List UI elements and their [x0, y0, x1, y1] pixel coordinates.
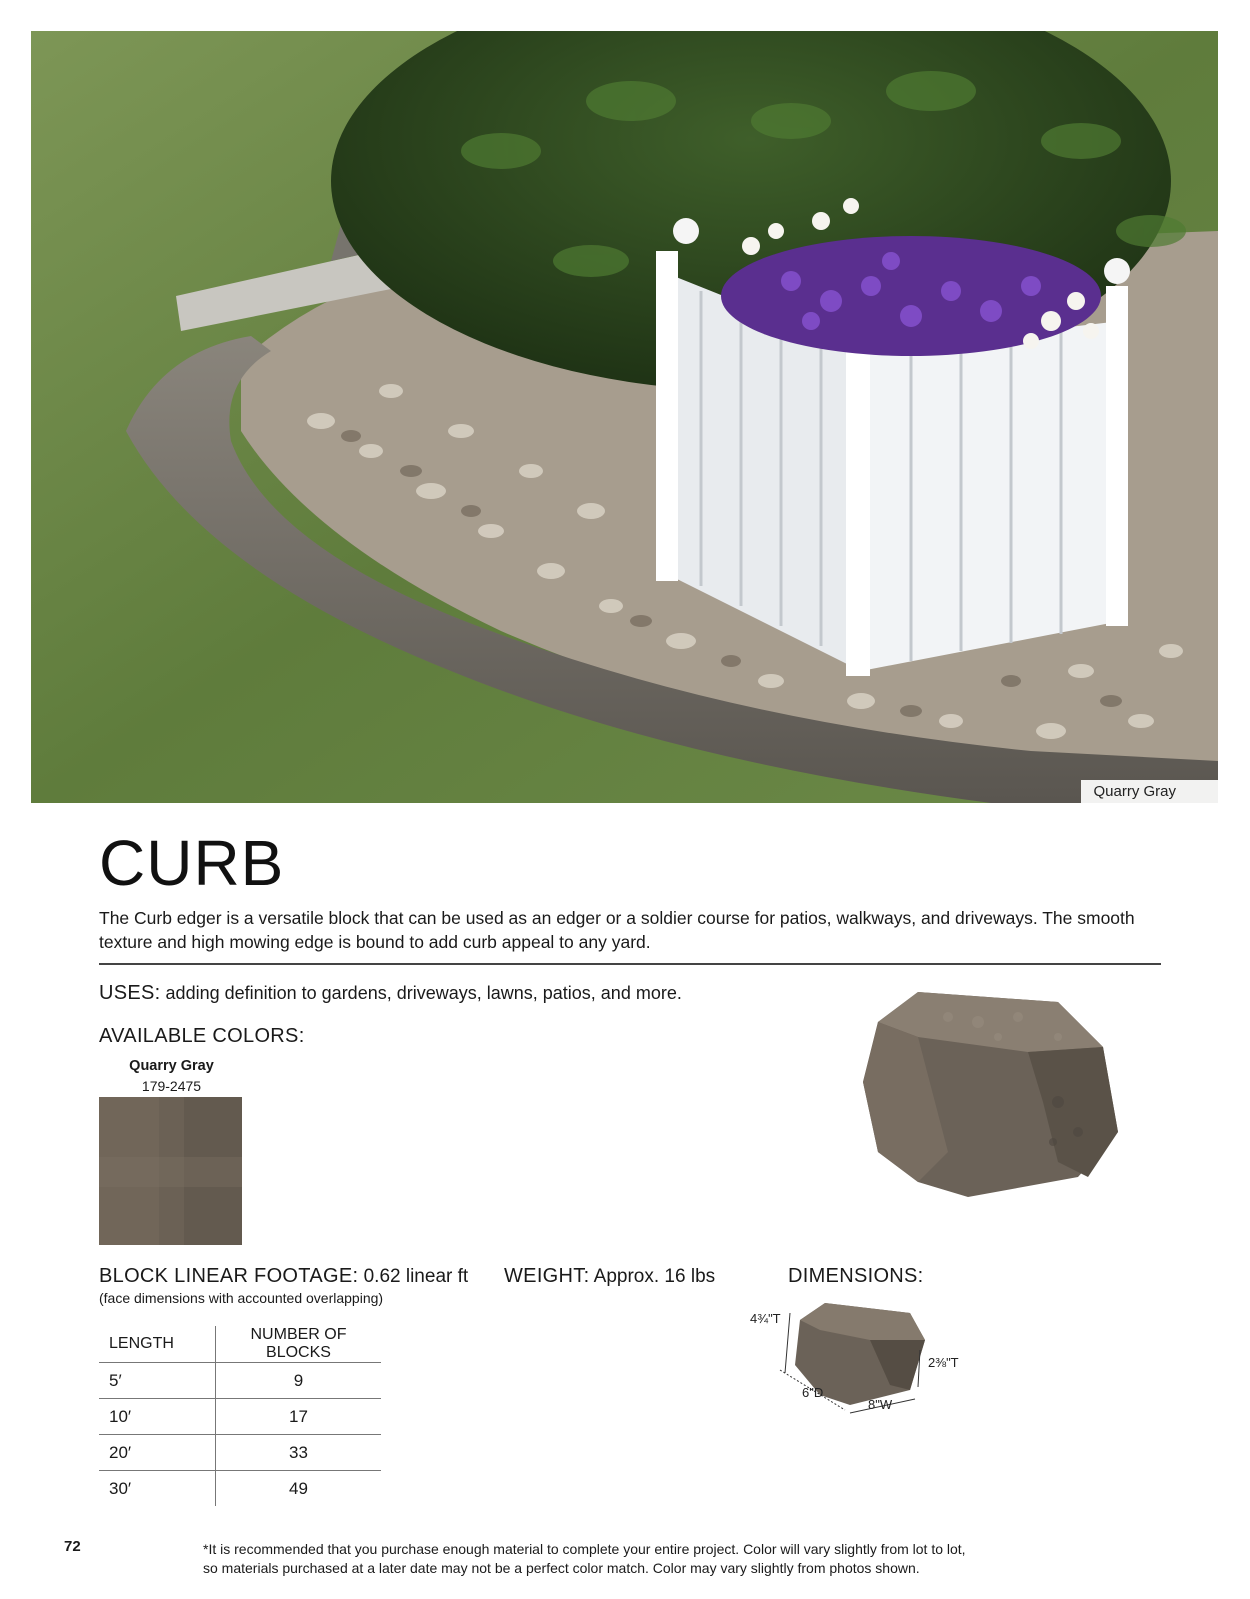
- length-cell: 30′: [99, 1471, 216, 1507]
- page-number: 72: [64, 1538, 81, 1555]
- linear-footage: [99, 1265, 468, 1288]
- color-code: 179-2475: [141, 1078, 202, 1094]
- footnote: [203, 1540, 1103, 1578]
- table-header-length: LENGTH: [109, 1335, 174, 1352]
- photo-caption: Quarry Gray: [1081, 780, 1218, 803]
- weight: [504, 1265, 715, 1288]
- product-description: The Curb edger is a versatile block that can be used as an edger or a soldier course for patios, walkways, and driveways. The smooth texture and high mowing edge is bound to add curb appeal to any yard.: [99, 908, 1135, 952]
- dimension-width: 8"W: [868, 1397, 893, 1412]
- blocks-cell: 17: [216, 1399, 382, 1435]
- divider: [99, 963, 1161, 965]
- table-row: [99, 1399, 381, 1435]
- length-cell: 20′: [99, 1435, 216, 1471]
- table-header-blocks: NUMBER OF BLOCKS: [216, 1326, 382, 1363]
- blocks-cell: 49: [216, 1471, 382, 1507]
- footnote-line-1: *It is recommended that you purchase enough material to complete your entire project. Color will vary slightly from lot to lot,: [203, 1541, 966, 1557]
- product-image: [858, 992, 1128, 1222]
- weight-label: WEIGHT:: [504, 1265, 590, 1287]
- linear-footage-label: BLOCK LINEAR FOOTAGE:: [99, 1265, 359, 1287]
- blocks-cell: 9: [216, 1363, 382, 1399]
- weight-value: Approx. 16 lbs: [593, 1266, 716, 1287]
- hero-photo: [31, 31, 1218, 803]
- linear-footage-note: (face dimensions with accounted overlapping): [99, 1290, 384, 1306]
- garden-illustration: [31, 31, 1218, 803]
- dimension-tall-front: 2⅜"T: [928, 1355, 959, 1370]
- table-row: [99, 1363, 381, 1399]
- blocks-cell: 33: [216, 1435, 382, 1471]
- uses-label: USES:: [99, 982, 161, 1004]
- dimension-tall-back: 4¾"T: [750, 1311, 781, 1326]
- available-colors-heading: AVAILABLE COLORS:: [99, 1025, 305, 1047]
- dimensions-heading: DIMENSIONS:: [788, 1265, 924, 1287]
- color-swatch-quarry-gray: [99, 1097, 242, 1245]
- uses-line: [99, 982, 682, 1005]
- footnote-line-2: so materials purchased at a later date may not be a perfect color match. Color may vary slightly from photos shown.: [203, 1560, 920, 1576]
- color-name: Quarry Gray: [129, 1058, 214, 1074]
- table-row: [99, 1435, 381, 1471]
- blocks-table: [99, 1326, 381, 1506]
- length-cell: 5′: [99, 1363, 216, 1399]
- dimensions-diagram: [750, 1295, 980, 1430]
- page-title: CURB: [99, 827, 285, 899]
- dimension-depth: 6"D: [802, 1385, 824, 1400]
- length-cell: 10′: [99, 1399, 216, 1435]
- linear-footage-value: 0.62 linear ft: [363, 1266, 469, 1287]
- uses-text: adding definition to gardens, driveways, lawns, patios, and more.: [165, 983, 682, 1003]
- table-row: [99, 1471, 381, 1507]
